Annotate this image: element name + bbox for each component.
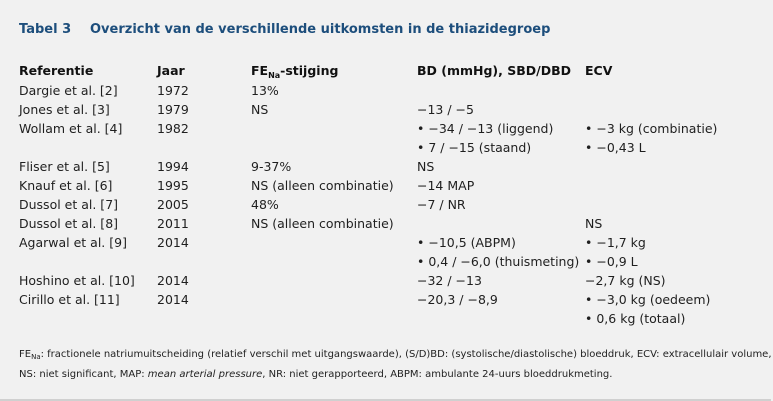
cell-referentie: Jones et al. [3] bbox=[19, 102, 110, 117]
cell-ecv: • −0,9 L bbox=[585, 254, 638, 269]
cell-fe: 13% bbox=[251, 83, 279, 98]
cell-referentie: Wollam et al. [4] bbox=[19, 121, 123, 136]
footnote-line-2a: NS: niet significant, MAP: bbox=[19, 369, 148, 380]
cell-bd: • 7 / −15 (staand) bbox=[417, 140, 532, 155]
cell-jaar: 2014 bbox=[157, 235, 189, 250]
results-table bbox=[19, 61, 759, 328]
cell-referentie: Cirillo et al. [11] bbox=[19, 292, 120, 307]
header-jaar: Jaar bbox=[157, 63, 185, 78]
table-caption bbox=[19, 22, 550, 37]
cell-bd: −32 / −13 bbox=[417, 273, 482, 288]
cell-jaar: 1994 bbox=[157, 159, 189, 174]
header-fe-rest: -stijging bbox=[280, 63, 339, 78]
cell-bd: NS bbox=[417, 159, 435, 174]
table-row bbox=[19, 214, 759, 233]
cell-jaar: 2011 bbox=[157, 216, 189, 231]
cell-referentie: Dussol et al. [8] bbox=[19, 216, 119, 231]
table-row bbox=[19, 252, 759, 271]
header-bd: BD (mmHg), SBD/DBD bbox=[417, 63, 571, 78]
header-fe-sub: Na bbox=[268, 71, 281, 80]
cell-jaar: 1995 bbox=[157, 178, 189, 193]
cell-ecv: NS bbox=[585, 216, 603, 231]
table-row bbox=[19, 81, 759, 100]
table-row bbox=[19, 233, 759, 252]
cell-bd: • −10,5 (ABPM) bbox=[417, 235, 516, 250]
cell-jaar: 2014 bbox=[157, 273, 189, 288]
cell-referentie: Hoshino et al. [10] bbox=[19, 273, 135, 288]
header-referentie: Referentie bbox=[19, 63, 94, 78]
cell-referentie: Fliser et al. [5] bbox=[19, 159, 110, 174]
footnote-line-1 bbox=[19, 346, 772, 366]
cell-ecv: • −3,0 kg (oedeem) bbox=[585, 292, 711, 307]
footnote-fe-main: FE bbox=[19, 349, 32, 360]
table-footnote bbox=[19, 346, 772, 384]
cell-bd: • 0,4 / −6,0 (thuismeting) bbox=[417, 254, 580, 269]
cell-ecv: • −1,7 kg bbox=[585, 235, 646, 250]
cell-jaar: 2014 bbox=[157, 292, 189, 307]
cell-bd: −13 / −5 bbox=[417, 102, 474, 117]
table-row bbox=[19, 195, 759, 214]
table-header-row bbox=[19, 61, 759, 81]
header-ecv: ECV bbox=[585, 63, 613, 78]
cell-fe: 9-37% bbox=[251, 159, 292, 174]
footnote-line-2-em: mean arterial pressure bbox=[147, 369, 263, 380]
cell-ecv: • −3 kg (combinatie) bbox=[585, 121, 718, 136]
cell-fe: NS bbox=[251, 102, 269, 117]
table-row bbox=[19, 176, 759, 195]
cell-bd: −20,3 / −8,9 bbox=[417, 292, 498, 307]
table-row bbox=[19, 100, 759, 119]
cell-fe: 48% bbox=[251, 197, 279, 212]
table-body bbox=[19, 81, 759, 328]
cell-jaar: 2005 bbox=[157, 197, 189, 212]
cell-ecv: −2,7 kg (NS) bbox=[585, 273, 666, 288]
table-row bbox=[19, 157, 759, 176]
cell-ecv: • −0,43 L bbox=[585, 140, 646, 155]
cell-referentie: Dargie et al. [2] bbox=[19, 83, 118, 98]
table-title: Overzicht van de verschillende uitkomsten in de thiazidegroep bbox=[90, 22, 551, 37]
header-fe-main: FE bbox=[251, 63, 269, 78]
table-row bbox=[19, 119, 759, 138]
cell-referentie: Dussol et al. [7] bbox=[19, 197, 119, 212]
cell-bd: −7 / NR bbox=[417, 197, 466, 212]
table-row bbox=[19, 290, 759, 309]
cell-fe: NS (alleen combinatie) bbox=[251, 216, 394, 231]
cell-jaar: 1982 bbox=[157, 121, 189, 136]
footnote-fe-sub: Na bbox=[31, 353, 41, 361]
table-row bbox=[19, 138, 759, 157]
cell-referentie: Knauf et al. [6] bbox=[19, 178, 113, 193]
cell-bd: • −34 / −13 (liggend) bbox=[417, 121, 554, 136]
table-row bbox=[19, 271, 759, 290]
cell-fe: NS (alleen combinatie) bbox=[251, 178, 394, 193]
cell-jaar: 1979 bbox=[157, 102, 189, 117]
table-number: Tabel 3 bbox=[19, 22, 72, 37]
footnote-line-2 bbox=[19, 366, 759, 384]
footnote-line-2b: , NR: niet gerapporteerd, ABPM: ambulante 24-uurs bloeddrukmeting. bbox=[262, 369, 613, 380]
cell-bd: −14 MAP bbox=[417, 178, 475, 193]
table-row bbox=[19, 309, 759, 328]
cell-jaar: 1972 bbox=[157, 83, 189, 98]
cell-referentie: Agarwal et al. [9] bbox=[19, 235, 127, 250]
cell-ecv: • 0,6 kg (totaal) bbox=[585, 311, 686, 326]
footnote-line-1-text: : fractionele natriumuitscheiding (relatief verschil met uitgangswaarde), (S/D)BD: (systolische/diastolische) bloeddruk, ECV: extracellulair volume, bbox=[40, 349, 772, 360]
